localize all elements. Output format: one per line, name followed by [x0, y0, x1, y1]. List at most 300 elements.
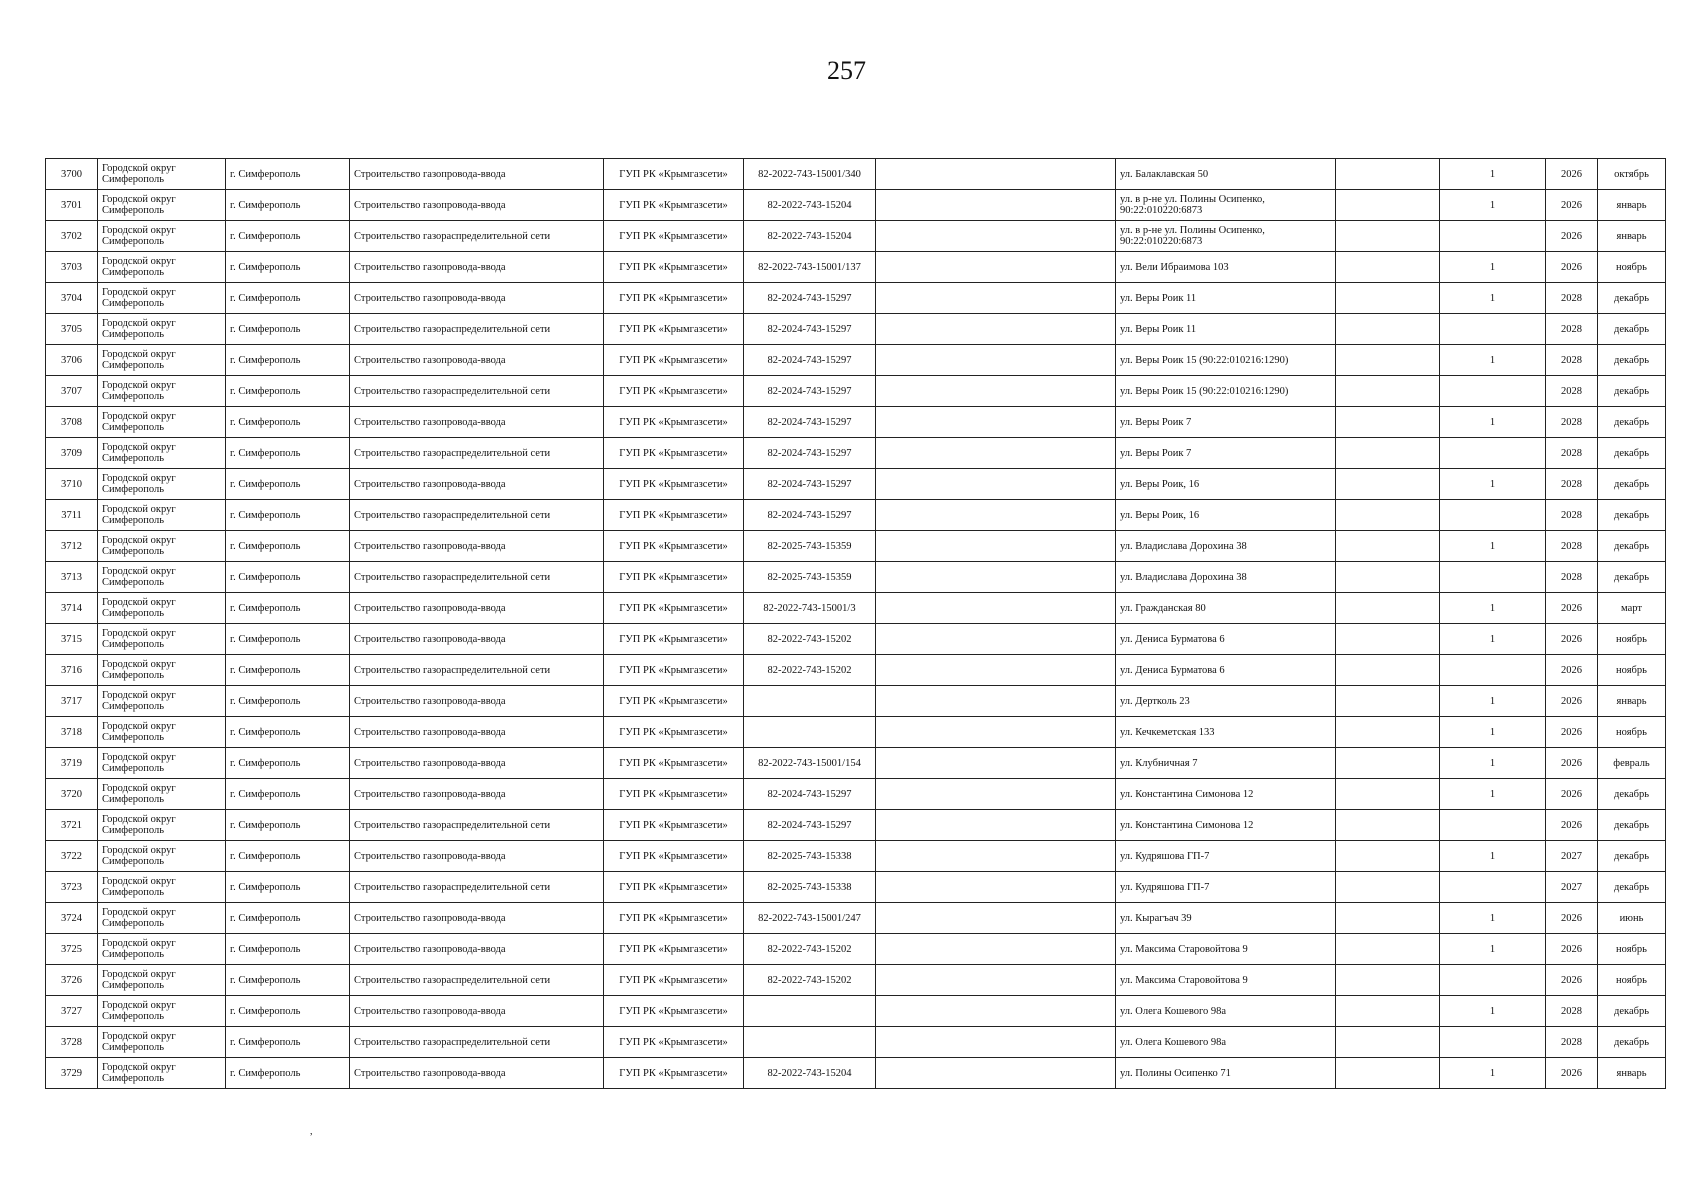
- city-cell: г. Симферополь: [226, 748, 350, 779]
- city-cell: г. Симферополь: [226, 655, 350, 686]
- quantity-cell: [1440, 1027, 1546, 1058]
- table-row: [46, 438, 1666, 469]
- organization-cell: ГУП РК «Крымгазсети»: [604, 500, 744, 531]
- year-cell: 2026: [1546, 1058, 1598, 1089]
- month-cell: январь: [1598, 190, 1666, 221]
- quantity-cell: 1: [1440, 283, 1546, 314]
- organization-cell: ГУП РК «Крымгазсети»: [604, 1027, 744, 1058]
- empty-cell: [876, 717, 1116, 748]
- address-cell: ул. Веры Роик 7: [1116, 438, 1336, 469]
- quantity-cell: [1440, 872, 1546, 903]
- organization-cell: ГУП РК «Крымгазсети»: [604, 562, 744, 593]
- row-number: 3708: [46, 407, 98, 438]
- quantity-cell: [1440, 314, 1546, 345]
- empty-cell: [1336, 686, 1440, 717]
- city-cell: г. Симферополь: [226, 1027, 350, 1058]
- district-cell: Городской округ Симферополь: [98, 562, 226, 593]
- empty-cell: [1336, 376, 1440, 407]
- empty-cell: [1336, 469, 1440, 500]
- empty-cell: [1336, 252, 1440, 283]
- work-type-cell: Строительство газораспределительной сети: [350, 438, 604, 469]
- row-number: 3728: [46, 1027, 98, 1058]
- row-number: 3722: [46, 841, 98, 872]
- district-cell: Городской округ Симферополь: [98, 779, 226, 810]
- table-row: [46, 593, 1666, 624]
- year-cell: 2026: [1546, 655, 1598, 686]
- quantity-cell: [1440, 562, 1546, 593]
- empty-cell: [1336, 872, 1440, 903]
- table-row: [46, 469, 1666, 500]
- table-row: [46, 1027, 1666, 1058]
- year-cell: 2028: [1546, 376, 1598, 407]
- quantity-cell: 1: [1440, 469, 1546, 500]
- month-cell: декабрь: [1598, 407, 1666, 438]
- district-cell: Городской округ Симферополь: [98, 934, 226, 965]
- empty-cell: [1336, 562, 1440, 593]
- empty-cell: [1336, 748, 1440, 779]
- registry-number-cell: 82-2022-743-15001/247: [744, 903, 876, 934]
- year-cell: 2028: [1546, 283, 1598, 314]
- organization-cell: ГУП РК «Крымгазсети»: [604, 810, 744, 841]
- quantity-cell: 1: [1440, 1058, 1546, 1089]
- work-type-cell: Строительство газопровода-ввода: [350, 686, 604, 717]
- empty-cell: [1336, 221, 1440, 252]
- empty-cell: [876, 190, 1116, 221]
- quantity-cell: 1: [1440, 190, 1546, 221]
- registry-number-cell: 82-2022-743-15001/340: [744, 159, 876, 190]
- registry-number-cell: 82-2022-743-15204: [744, 221, 876, 252]
- work-type-cell: Строительство газораспределительной сети: [350, 314, 604, 345]
- empty-cell: [1336, 1027, 1440, 1058]
- address-cell: ул. Кудряшова ГП-7: [1116, 841, 1336, 872]
- month-cell: январь: [1598, 1058, 1666, 1089]
- empty-cell: [1336, 810, 1440, 841]
- address-cell: ул. Веры Роик 15 (90:22:010216:1290): [1116, 345, 1336, 376]
- table-row: [46, 190, 1666, 221]
- table-row: [46, 314, 1666, 345]
- district-cell: Городской округ Симферополь: [98, 438, 226, 469]
- year-cell: 2027: [1546, 872, 1598, 903]
- page-number: 257: [827, 56, 866, 85]
- year-cell: 2028: [1546, 314, 1598, 345]
- month-cell: ноябрь: [1598, 965, 1666, 996]
- address-cell: ул. Максима Старовойтова 9: [1116, 934, 1336, 965]
- year-cell: 2026: [1546, 934, 1598, 965]
- empty-cell: [1336, 407, 1440, 438]
- row-number: 3701: [46, 190, 98, 221]
- quantity-cell: 1: [1440, 593, 1546, 624]
- organization-cell: ГУП РК «Крымгазсети»: [604, 717, 744, 748]
- month-cell: декабрь: [1598, 996, 1666, 1027]
- organization-cell: ГУП РК «Крымгазсети»: [604, 748, 744, 779]
- address-cell: ул. Дениса Бурматова 6: [1116, 624, 1336, 655]
- year-cell: 2026: [1546, 810, 1598, 841]
- address-cell: ул. Олега Кошевого 98а: [1116, 1027, 1336, 1058]
- registry-number-cell: 82-2022-743-15202: [744, 965, 876, 996]
- quantity-cell: [1440, 500, 1546, 531]
- organization-cell: ГУП РК «Крымгазсети»: [604, 252, 744, 283]
- work-type-cell: Строительство газопровода-ввода: [350, 469, 604, 500]
- month-cell: ноябрь: [1598, 252, 1666, 283]
- district-cell: Городской округ Симферополь: [98, 1027, 226, 1058]
- quantity-cell: [1440, 655, 1546, 686]
- city-cell: г. Симферополь: [226, 500, 350, 531]
- empty-cell: [876, 252, 1116, 283]
- table-body: [46, 159, 1666, 1089]
- year-cell: 2028: [1546, 407, 1598, 438]
- work-type-cell: Строительство газораспределительной сети: [350, 810, 604, 841]
- quantity-cell: 1: [1440, 159, 1546, 190]
- year-cell: 2026: [1546, 624, 1598, 655]
- quantity-cell: 1: [1440, 345, 1546, 376]
- month-cell: ноябрь: [1598, 655, 1666, 686]
- empty-cell: [1336, 345, 1440, 376]
- work-type-cell: Строительство газопровода-ввода: [350, 252, 604, 283]
- city-cell: г. Симферополь: [226, 283, 350, 314]
- empty-cell: [876, 283, 1116, 314]
- empty-cell: [876, 500, 1116, 531]
- address-cell: ул. Веры Роик 11: [1116, 283, 1336, 314]
- empty-cell: [876, 903, 1116, 934]
- empty-cell: [1336, 841, 1440, 872]
- city-cell: г. Симферополь: [226, 593, 350, 624]
- registry-number-cell: 82-2024-743-15297: [744, 345, 876, 376]
- empty-cell: [876, 1027, 1116, 1058]
- row-number: 3700: [46, 159, 98, 190]
- year-cell: 2026: [1546, 779, 1598, 810]
- row-number: 3725: [46, 934, 98, 965]
- year-cell: 2028: [1546, 469, 1598, 500]
- year-cell: 2028: [1546, 1027, 1598, 1058]
- row-number: 3712: [46, 531, 98, 562]
- address-cell: ул. Кырагъач 39: [1116, 903, 1336, 934]
- district-cell: Городской округ Симферополь: [98, 593, 226, 624]
- address-cell: ул. Веры Роик 7: [1116, 407, 1336, 438]
- district-cell: Городской округ Симферополь: [98, 903, 226, 934]
- district-cell: Городской округ Симферополь: [98, 965, 226, 996]
- empty-cell: [876, 934, 1116, 965]
- address-cell: ул. Владислава Дорохина 38: [1116, 531, 1336, 562]
- month-cell: декабрь: [1598, 500, 1666, 531]
- table-row: [46, 996, 1666, 1027]
- quantity-cell: 1: [1440, 748, 1546, 779]
- city-cell: г. Симферополь: [226, 1058, 350, 1089]
- table-row: [46, 376, 1666, 407]
- district-cell: Городской округ Симферополь: [98, 190, 226, 221]
- district-cell: Городской округ Симферополь: [98, 810, 226, 841]
- row-number: 3710: [46, 469, 98, 500]
- registry-number-cell: 82-2024-743-15297: [744, 314, 876, 345]
- district-cell: Городской округ Симферополь: [98, 1058, 226, 1089]
- table-row: [46, 624, 1666, 655]
- organization-cell: ГУП РК «Крымгазсети»: [604, 469, 744, 500]
- district-cell: Городской округ Симферополь: [98, 624, 226, 655]
- empty-cell: [1336, 934, 1440, 965]
- organization-cell: ГУП РК «Крымгазсети»: [604, 221, 744, 252]
- work-type-cell: Строительство газопровода-ввода: [350, 717, 604, 748]
- empty-cell: [1336, 500, 1440, 531]
- month-cell: декабрь: [1598, 779, 1666, 810]
- row-number: 3718: [46, 717, 98, 748]
- registry-number-cell: 82-2025-743-15359: [744, 562, 876, 593]
- registry-number-cell: 82-2022-743-15202: [744, 624, 876, 655]
- row-number: 3705: [46, 314, 98, 345]
- address-cell: ул. Кудряшова ГП-7: [1116, 872, 1336, 903]
- city-cell: г. Симферополь: [226, 438, 350, 469]
- work-type-cell: Строительство газопровода-ввода: [350, 531, 604, 562]
- registry-number-cell: 82-2025-743-15338: [744, 872, 876, 903]
- table-row: [46, 717, 1666, 748]
- work-type-cell: Строительство газораспределительной сети: [350, 1027, 604, 1058]
- district-cell: Городской округ Симферополь: [98, 345, 226, 376]
- quantity-cell: 1: [1440, 779, 1546, 810]
- district-cell: Городской округ Симферополь: [98, 221, 226, 252]
- year-cell: 2026: [1546, 965, 1598, 996]
- year-cell: 2027: [1546, 841, 1598, 872]
- empty-cell: [876, 593, 1116, 624]
- district-cell: Городской округ Симферополь: [98, 655, 226, 686]
- city-cell: г. Симферополь: [226, 717, 350, 748]
- work-type-cell: Строительство газораспределительной сети: [350, 500, 604, 531]
- empty-cell: [876, 841, 1116, 872]
- empty-cell: [876, 562, 1116, 593]
- row-number: 3721: [46, 810, 98, 841]
- organization-cell: ГУП РК «Крымгазсети»: [604, 965, 744, 996]
- address-cell: ул. Гражданская 80: [1116, 593, 1336, 624]
- organization-cell: ГУП РК «Крымгазсети»: [604, 841, 744, 872]
- district-cell: Городской округ Симферополь: [98, 407, 226, 438]
- work-type-cell: Строительство газопровода-ввода: [350, 903, 604, 934]
- registry-number-cell: 82-2022-743-15202: [744, 655, 876, 686]
- month-cell: октябрь: [1598, 159, 1666, 190]
- address-cell: ул. Владислава Дорохина 38: [1116, 562, 1336, 593]
- table-row: [46, 686, 1666, 717]
- organization-cell: ГУП РК «Крымгазсети»: [604, 159, 744, 190]
- quantity-cell: [1440, 438, 1546, 469]
- empty-cell: [1336, 996, 1440, 1027]
- address-cell: ул. Вели Ибраимова 103: [1116, 252, 1336, 283]
- empty-cell: [1336, 965, 1440, 996]
- empty-cell: [876, 469, 1116, 500]
- work-type-cell: Строительство газопровода-ввода: [350, 996, 604, 1027]
- city-cell: г. Симферополь: [226, 345, 350, 376]
- registry-number-cell: 82-2022-743-15001/137: [744, 252, 876, 283]
- empty-cell: [876, 686, 1116, 717]
- month-cell: январь: [1598, 221, 1666, 252]
- year-cell: 2028: [1546, 531, 1598, 562]
- city-cell: г. Симферополь: [226, 531, 350, 562]
- month-cell: декабрь: [1598, 562, 1666, 593]
- month-cell: декабрь: [1598, 841, 1666, 872]
- address-cell: ул. Кечкеметская 133: [1116, 717, 1336, 748]
- work-type-cell: Строительство газопровода-ввода: [350, 159, 604, 190]
- year-cell: 2028: [1546, 996, 1598, 1027]
- organization-cell: ГУП РК «Крымгазсети»: [604, 283, 744, 314]
- month-cell: декабрь: [1598, 345, 1666, 376]
- row-number: 3720: [46, 779, 98, 810]
- year-cell: 2028: [1546, 500, 1598, 531]
- address-cell: ул. Дертколь 23: [1116, 686, 1336, 717]
- work-type-cell: Строительство газопровода-ввода: [350, 624, 604, 655]
- district-cell: Городской округ Симферополь: [98, 841, 226, 872]
- year-cell: 2028: [1546, 562, 1598, 593]
- work-type-cell: Строительство газораспределительной сети: [350, 965, 604, 996]
- month-cell: декабрь: [1598, 376, 1666, 407]
- month-cell: февраль: [1598, 748, 1666, 779]
- work-type-cell: Строительство газораспределительной сети: [350, 655, 604, 686]
- empty-cell: [876, 159, 1116, 190]
- month-cell: ноябрь: [1598, 717, 1666, 748]
- year-cell: 2026: [1546, 717, 1598, 748]
- district-cell: Городской округ Симферополь: [98, 872, 226, 903]
- row-number: 3711: [46, 500, 98, 531]
- empty-cell: [1336, 283, 1440, 314]
- city-cell: г. Симферополь: [226, 376, 350, 407]
- table-row: [46, 779, 1666, 810]
- month-cell: декабрь: [1598, 810, 1666, 841]
- year-cell: 2026: [1546, 221, 1598, 252]
- work-type-cell: Строительство газопровода-ввода: [350, 593, 604, 624]
- year-cell: 2026: [1546, 159, 1598, 190]
- city-cell: г. Симферополь: [226, 841, 350, 872]
- registry-number-cell: 82-2025-743-15359: [744, 531, 876, 562]
- work-type-cell: Строительство газопровода-ввода: [350, 190, 604, 221]
- month-cell: ноябрь: [1598, 934, 1666, 965]
- quantity-cell: [1440, 376, 1546, 407]
- city-cell: г. Симферополь: [226, 159, 350, 190]
- registry-number-cell: [744, 717, 876, 748]
- table-row: [46, 221, 1666, 252]
- work-type-cell: Строительство газопровода-ввода: [350, 283, 604, 314]
- table-row: [46, 872, 1666, 903]
- table-row: [46, 655, 1666, 686]
- month-cell: декабрь: [1598, 314, 1666, 345]
- work-type-cell: Строительство газопровода-ввода: [350, 345, 604, 376]
- work-type-cell: Строительство газораспределительной сети: [350, 376, 604, 407]
- quantity-cell: [1440, 965, 1546, 996]
- quantity-cell: 1: [1440, 903, 1546, 934]
- registry-number-cell: [744, 1027, 876, 1058]
- table-row: [46, 283, 1666, 314]
- organization-cell: ГУП РК «Крымгазсети»: [604, 593, 744, 624]
- address-cell: ул. Веры Роик, 16: [1116, 500, 1336, 531]
- year-cell: 2026: [1546, 252, 1598, 283]
- registry-number-cell: [744, 996, 876, 1027]
- table-row: [46, 500, 1666, 531]
- quantity-cell: 1: [1440, 934, 1546, 965]
- empty-cell: [876, 376, 1116, 407]
- table-row: [46, 159, 1666, 190]
- row-number: 3727: [46, 996, 98, 1027]
- empty-cell: [876, 1058, 1116, 1089]
- year-cell: 2026: [1546, 748, 1598, 779]
- city-cell: г. Симферополь: [226, 996, 350, 1027]
- city-cell: г. Симферополь: [226, 624, 350, 655]
- city-cell: г. Симферополь: [226, 965, 350, 996]
- city-cell: г. Симферополь: [226, 686, 350, 717]
- month-cell: декабрь: [1598, 531, 1666, 562]
- district-cell: Городской округ Симферополь: [98, 283, 226, 314]
- empty-cell: [876, 872, 1116, 903]
- empty-cell: [876, 314, 1116, 345]
- address-cell: ул. в р-не ул. Полины Осипенко, 90:22:010220:6873: [1116, 221, 1336, 252]
- registry-number-cell: 82-2024-743-15297: [744, 376, 876, 407]
- district-cell: Городской округ Симферополь: [98, 376, 226, 407]
- organization-cell: ГУП РК «Крымгазсети»: [604, 407, 744, 438]
- row-number: 3726: [46, 965, 98, 996]
- row-number: 3717: [46, 686, 98, 717]
- month-cell: декабрь: [1598, 469, 1666, 500]
- organization-cell: ГУП РК «Крымгазсети»: [604, 190, 744, 221]
- district-cell: Городской округ Симферополь: [98, 314, 226, 345]
- year-cell: 2026: [1546, 190, 1598, 221]
- address-cell: ул. Веры Роик, 16: [1116, 469, 1336, 500]
- district-cell: Городской округ Симферополь: [98, 996, 226, 1027]
- year-cell: 2028: [1546, 345, 1598, 376]
- table-row: [46, 748, 1666, 779]
- address-cell: ул. Веры Роик 15 (90:22:010216:1290): [1116, 376, 1336, 407]
- row-number: 3724: [46, 903, 98, 934]
- table-row: [46, 345, 1666, 376]
- empty-cell: [876, 438, 1116, 469]
- address-cell: ул. в р-не ул. Полины Осипенко, 90:22:010220:6873: [1116, 190, 1336, 221]
- district-cell: Городской округ Симферополь: [98, 686, 226, 717]
- year-cell: 2026: [1546, 686, 1598, 717]
- work-type-cell: Строительство газопровода-ввода: [350, 934, 604, 965]
- address-cell: ул. Балаклавская 50: [1116, 159, 1336, 190]
- registry-number-cell: 82-2022-743-15204: [744, 1058, 876, 1089]
- table-row: [46, 934, 1666, 965]
- organization-cell: ГУП РК «Крымгазсети»: [604, 531, 744, 562]
- table-row: [46, 810, 1666, 841]
- city-cell: г. Симферополь: [226, 903, 350, 934]
- work-type-cell: Строительство газопровода-ввода: [350, 748, 604, 779]
- row-number: 3706: [46, 345, 98, 376]
- quantity-cell: [1440, 810, 1546, 841]
- quantity-cell: 1: [1440, 996, 1546, 1027]
- organization-cell: ГУП РК «Крымгазсети»: [604, 779, 744, 810]
- district-cell: Городской округ Симферополь: [98, 748, 226, 779]
- work-type-cell: Строительство газопровода-ввода: [350, 841, 604, 872]
- year-cell: 2026: [1546, 593, 1598, 624]
- empty-cell: [876, 345, 1116, 376]
- row-number: 3719: [46, 748, 98, 779]
- table-row: [46, 903, 1666, 934]
- month-cell: март: [1598, 593, 1666, 624]
- registry-number-cell: 82-2024-743-15297: [744, 810, 876, 841]
- empty-cell: [876, 407, 1116, 438]
- year-cell: 2026: [1546, 903, 1598, 934]
- empty-cell: [876, 996, 1116, 1027]
- city-cell: г. Симферополь: [226, 779, 350, 810]
- registry-number-cell: 82-2024-743-15297: [744, 779, 876, 810]
- organization-cell: ГУП РК «Крымгазсети»: [604, 1058, 744, 1089]
- work-type-cell: Строительство газораспределительной сети: [350, 872, 604, 903]
- empty-cell: [876, 655, 1116, 686]
- empty-cell: [1336, 159, 1440, 190]
- table-row: [46, 407, 1666, 438]
- organization-cell: ГУП РК «Крымгазсети»: [604, 996, 744, 1027]
- month-cell: декабрь: [1598, 283, 1666, 314]
- table-row: [46, 531, 1666, 562]
- city-cell: г. Симферополь: [226, 221, 350, 252]
- registry-number-cell: 82-2022-743-15001/154: [744, 748, 876, 779]
- organization-cell: ГУП РК «Крымгазсети»: [604, 314, 744, 345]
- month-cell: декабрь: [1598, 438, 1666, 469]
- quantity-cell: [1440, 221, 1546, 252]
- empty-cell: [1336, 655, 1440, 686]
- address-cell: ул. Дениса Бурматова 6: [1116, 655, 1336, 686]
